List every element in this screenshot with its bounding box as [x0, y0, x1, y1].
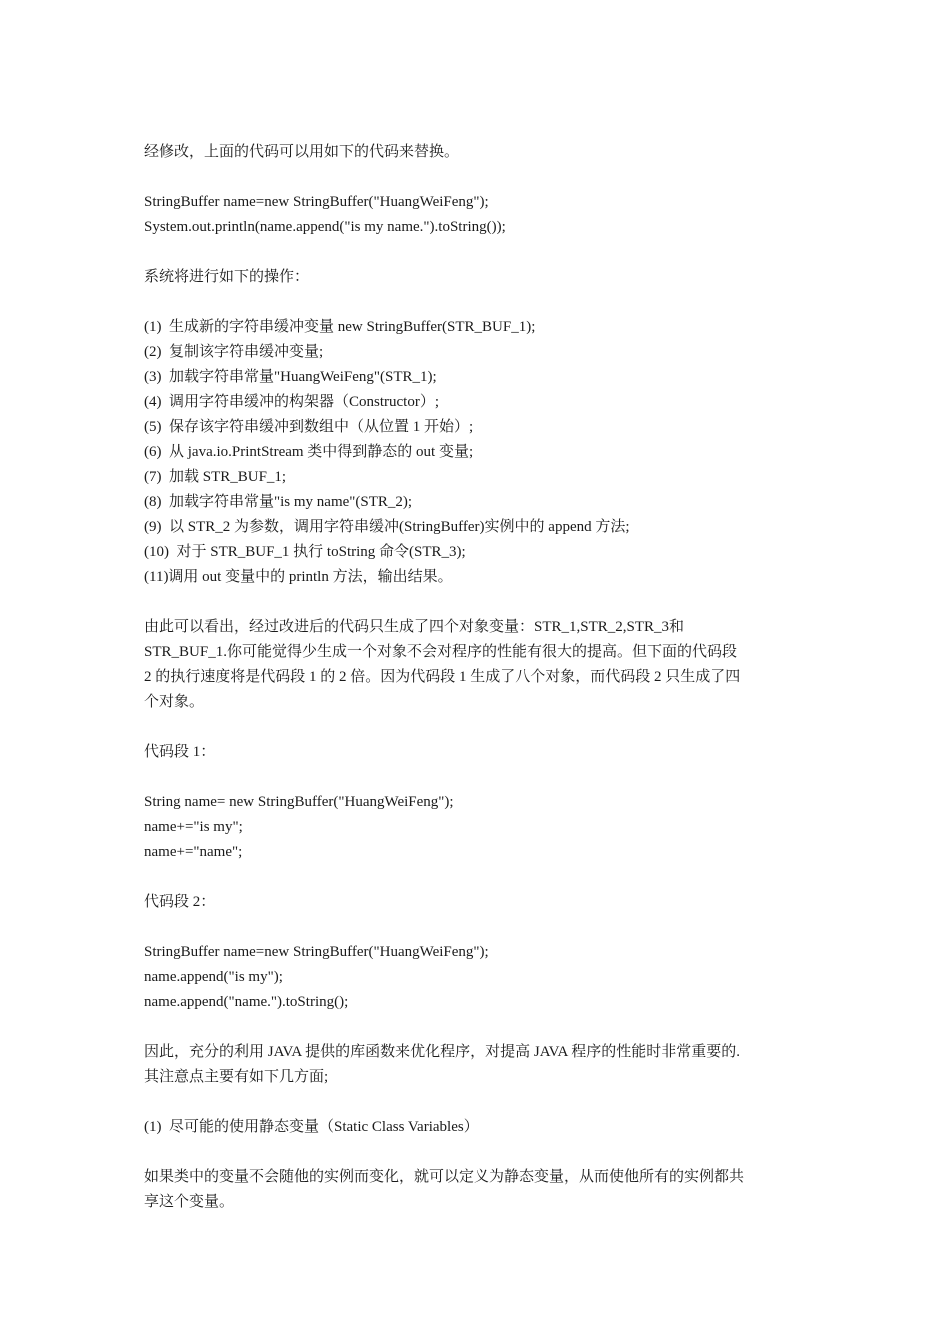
step-item: (7) 加载 STR_BUF_1; [144, 469, 287, 485]
summary-line: 由此可以看出，经过改进后的代码只生成了四个对象变量：STR_1,STR_2,STR_3和 [144, 619, 685, 635]
code-block-segment1 [144, 790, 810, 865]
step-item: (9) 以 STR_2 为参数，调用字符串缓冲(StringBuffer)实例中的 append 方法; [144, 519, 630, 535]
steps-list [144, 315, 810, 590]
step-item: (10) 对于 STR_BUF_1 执行 toString 命令(STR_3); [144, 544, 466, 560]
intro-paragraph: 经修改，上面的代码可以用如下的代码来替换。 [144, 144, 460, 160]
code-line: name+="name"; [144, 844, 243, 860]
code-line: name+="is my"; [144, 819, 243, 835]
step-item: (4) 调用字符串缓冲的构架器（Constructor）; [144, 394, 439, 410]
summary-line: 个对象。 [144, 694, 205, 710]
code-line: StringBuffer name=new StringBuffer("HuangWeiFeng"); [144, 944, 489, 960]
step-item: (11)调用 out 变量中的 println 方法，输出结果。 [144, 569, 453, 585]
segment1-heading: 代码段 1： [144, 744, 216, 760]
conclusion-line: 其注意点主要有如下几方面; [144, 1069, 329, 1085]
conclusion-line: 因此，充分的利用 JAVA 提供的库函数来优化程序，对提高 JAVA 程序的性能时非常重要的. [144, 1044, 741, 1060]
code-block-a [144, 190, 810, 240]
step-item: (5) 保存该字符串缓冲到数组中（从位置 1 开始）; [144, 419, 474, 435]
code-line: String name= new StringBuffer("HuangWeiFeng"); [144, 794, 454, 810]
summary-line: STR_BUF_1.你可能觉得少生成一个对象不会对程序的性能有很大的提高。但下面的代码段 [144, 644, 737, 660]
conclusion-paragraph [144, 1040, 810, 1090]
segment2-heading: 代码段 2： [144, 894, 216, 910]
document-body [144, 140, 810, 1215]
point1-heading: (1) 尽可能的使用静态变量（Static Class Variables） [144, 1119, 479, 1135]
summary-paragraph [144, 615, 810, 715]
description-line: 如果类中的变量不会随他的实例而变化，就可以定义为静态变量，从而使他所有的实例都共 [144, 1169, 745, 1185]
code-line: name.append("is my"); [144, 969, 283, 985]
step-item: (1) 生成新的字符串缓冲变量 new StringBuffer(STR_BUF_1); [144, 319, 536, 335]
steps-heading: 系统将进行如下的操作： [144, 269, 310, 285]
code-block-segment2 [144, 940, 810, 1015]
code-line: name.append("name.").toString(); [144, 994, 349, 1010]
step-item: (2) 复制该字符串缓冲变量; [144, 344, 324, 360]
point1-description [144, 1165, 810, 1215]
step-item: (3) 加载字符串常量"HuangWeiFeng"(STR_1); [144, 369, 437, 385]
code-line: StringBuffer name=new StringBuffer("HuangWeiFeng"); [144, 194, 489, 210]
step-item: (8) 加载字符串常量"is my name"(STR_2); [144, 494, 413, 510]
step-item: (6) 从 java.io.PrintStream 类中得到静态的 out 变量; [144, 444, 474, 460]
code-line: System.out.println(name.append("is my name.").toString()); [144, 219, 506, 235]
summary-line: 2 的执行速度将是代码段 1 的 2 倍。因为代码段 1 生成了八个对象，而代码段 2 只生成了四 [144, 669, 741, 685]
description-line: 享这个变量。 [144, 1194, 235, 1210]
